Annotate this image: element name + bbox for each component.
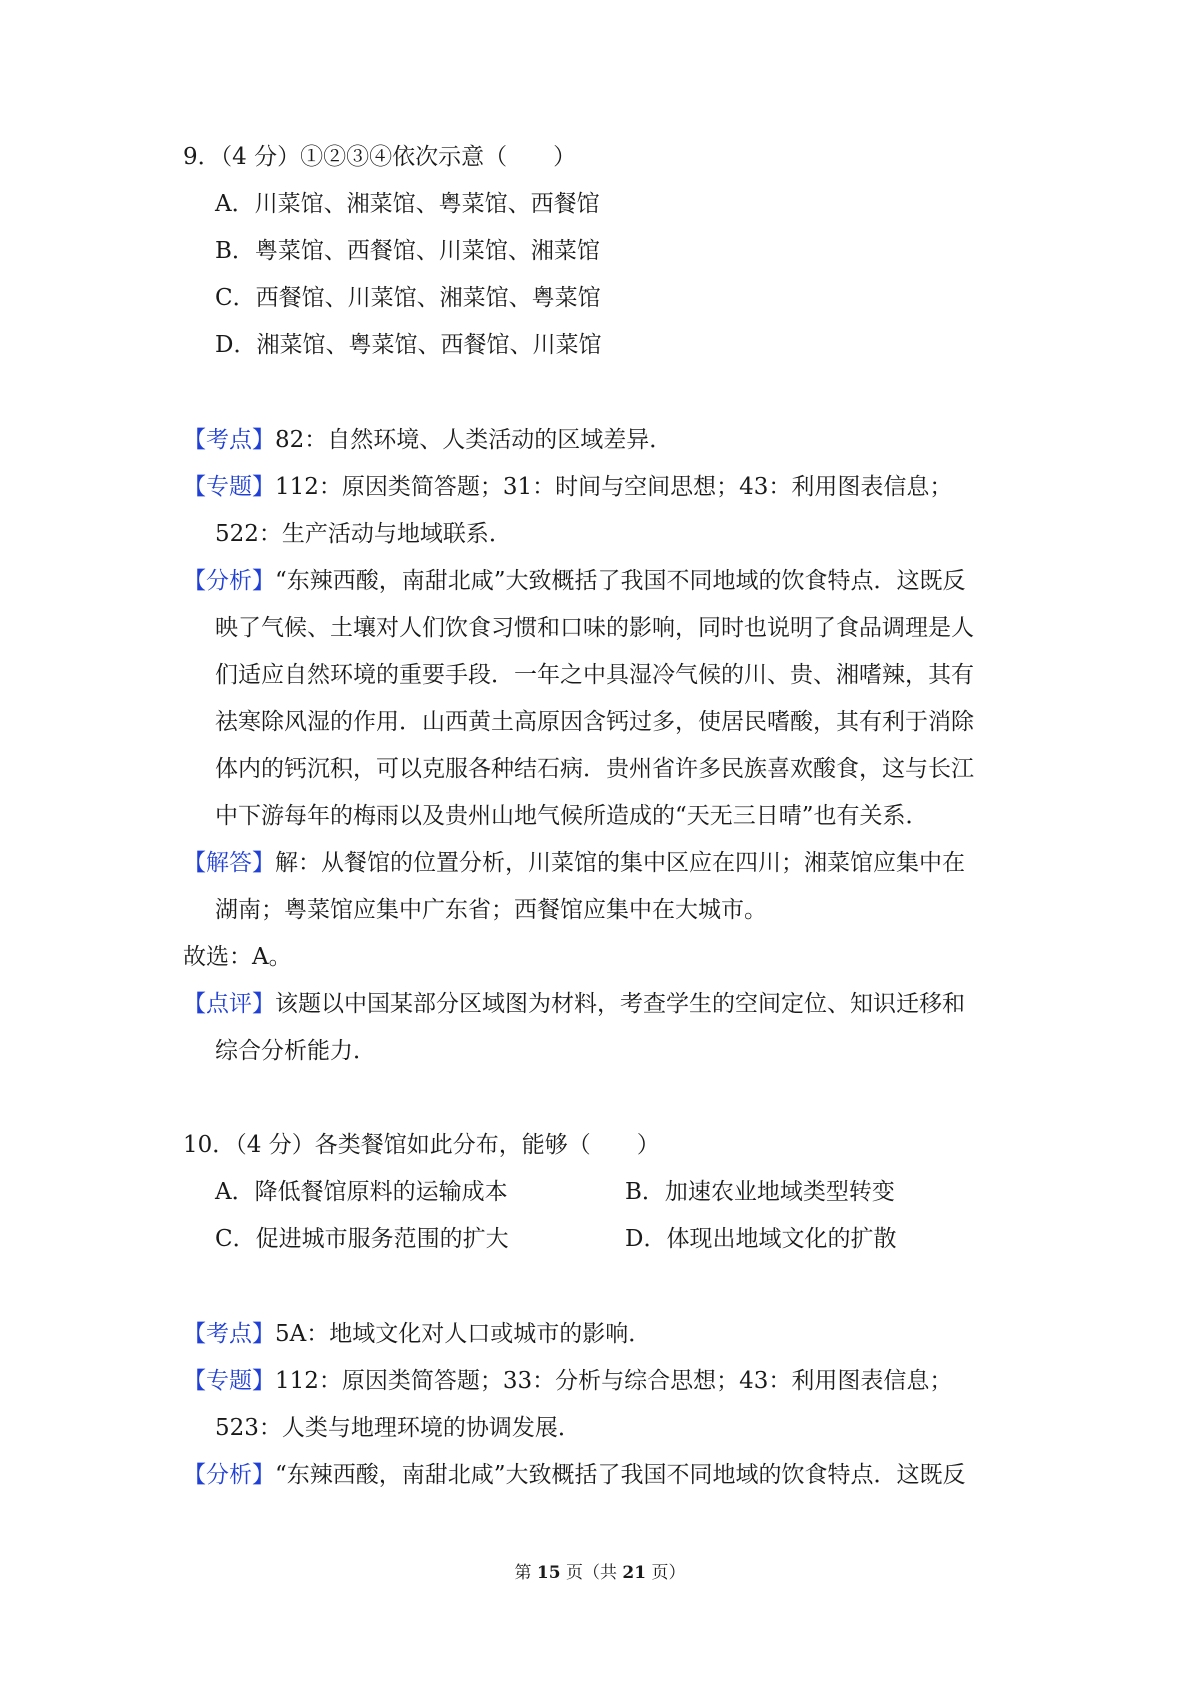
- footer-pre: 第: [514, 1563, 532, 1583]
- fenxi-tag: 【分析】: [183, 568, 275, 594]
- zhuanti-tag: 【专题】: [183, 474, 275, 500]
- kaodian-tag: 【考点】: [183, 1321, 275, 1347]
- q9-fenxi-line2: 映了气候、土壤对人们饮食习惯和口味的影响，同时也说明了食品调理是人: [215, 615, 974, 641]
- q9-jieda: [183, 848, 965, 878]
- q10-kaodian: [183, 1319, 651, 1349]
- q9-option-a: A．川菜馆、湘菜馆、粤菜馆、西餐馆: [215, 191, 600, 217]
- kaodian-tag: 【考点】: [183, 427, 275, 453]
- zhuanti-text: 112：原因类简答题；33：分析与综合思想；43：利用图表信息；: [275, 1368, 953, 1394]
- q10-option-d: D．体现出地域文化的扩散: [625, 1226, 897, 1252]
- footer-page-number: 15: [536, 1563, 561, 1583]
- jieda-text: 解：从餐馆的位置分析，川菜馆的集中区应在四川；湘菜馆应集中在: [275, 850, 965, 876]
- q9-zhuanti: [183, 472, 952, 502]
- q9-option-d: D．湘菜馆、粤菜馆、西餐馆、川菜馆: [215, 332, 602, 358]
- dianping-tag: 【点评】: [183, 991, 275, 1017]
- q10-option-b: B．加速农业地域类型转变: [625, 1179, 895, 1205]
- q9-zhuanti-cont: 522：生产活动与地域联系．: [215, 521, 512, 547]
- q9-dianping: [183, 989, 965, 1019]
- q9-fenxi: [183, 566, 966, 596]
- fenxi-tag: 【分析】: [183, 1462, 275, 1488]
- footer-total-pages: 21: [622, 1563, 647, 1583]
- q10-fenxi: [183, 1460, 966, 1490]
- dianping-text: 该题以中国某部分区域图为材料，考查学生的空间定位、知识迁移和: [275, 991, 965, 1017]
- q9-answer: 故选：A。: [183, 944, 292, 970]
- footer-mid: 页（共: [566, 1563, 617, 1583]
- page-footer: [0, 1562, 1200, 1584]
- jieda-tag: 【解答】: [183, 850, 275, 876]
- q9-option-c: C．西餐馆、川菜馆、湘菜馆、粤菜馆: [215, 285, 601, 311]
- q9-option-b: B．粤菜馆、西餐馆、川菜馆、湘菜馆: [215, 238, 600, 264]
- fenxi-text: “东辣西酸，南甜北咸”大致概括了我国不同地域的饮食特点．这既反: [275, 1462, 966, 1488]
- q9-dianping-line2: 综合分析能力．: [215, 1038, 376, 1064]
- q10-option-a: A．降低餐馆原料的运输成本: [215, 1179, 508, 1205]
- zhuanti-text: 112：原因类简答题；31：时间与空间思想；43：利用图表信息；: [275, 474, 953, 500]
- q10-zhuanti: [183, 1366, 952, 1396]
- q9-kaodian: [183, 425, 672, 455]
- q10-zhuanti-cont: 523：人类与地理环境的协调发展．: [215, 1415, 581, 1441]
- q9-fenxi-line4: 祛寒除风湿的作用．山西黄土高原因含钙过多，使居民嗜酸，其有利于消除: [215, 709, 974, 735]
- q10-option-c: C．促进城市服务范围的扩大: [215, 1226, 509, 1252]
- q9-fenxi-line6: 中下游每年的梅雨以及贵州山地气候所造成的“天无三日晴”也有关系．: [215, 803, 929, 829]
- footer-post: 页）: [651, 1563, 686, 1583]
- q9-stem: 9．（4 分）①②③④依次示意（ ）: [183, 144, 577, 170]
- zhuanti-tag: 【专题】: [183, 1368, 275, 1394]
- q9-fenxi-line5: 体内的钙沉积，可以克服各种结石病．贵州省许多民族喜欢酸食，这与长江: [215, 756, 974, 782]
- q9-fenxi-line3: 们适应自然环境的重要手段．一年之中具湿冷气候的川、贵、湘嗜辣，其有: [215, 662, 974, 688]
- kaodian-text: 82：自然环境、人类活动的区域差异．: [275, 427, 673, 453]
- fenxi-text: “东辣西酸，南甜北咸”大致概括了我国不同地域的饮食特点．这既反: [275, 568, 966, 594]
- q9-jieda-line2: 湖南；粤菜馆应集中广东省；西餐馆应集中在大城市。: [215, 897, 767, 923]
- kaodian-text: 5A：地域文化对人口或城市的影响．: [275, 1321, 652, 1347]
- q10-stem: 10．（4 分）各类餐馆如此分布，能够（ ）: [183, 1132, 660, 1158]
